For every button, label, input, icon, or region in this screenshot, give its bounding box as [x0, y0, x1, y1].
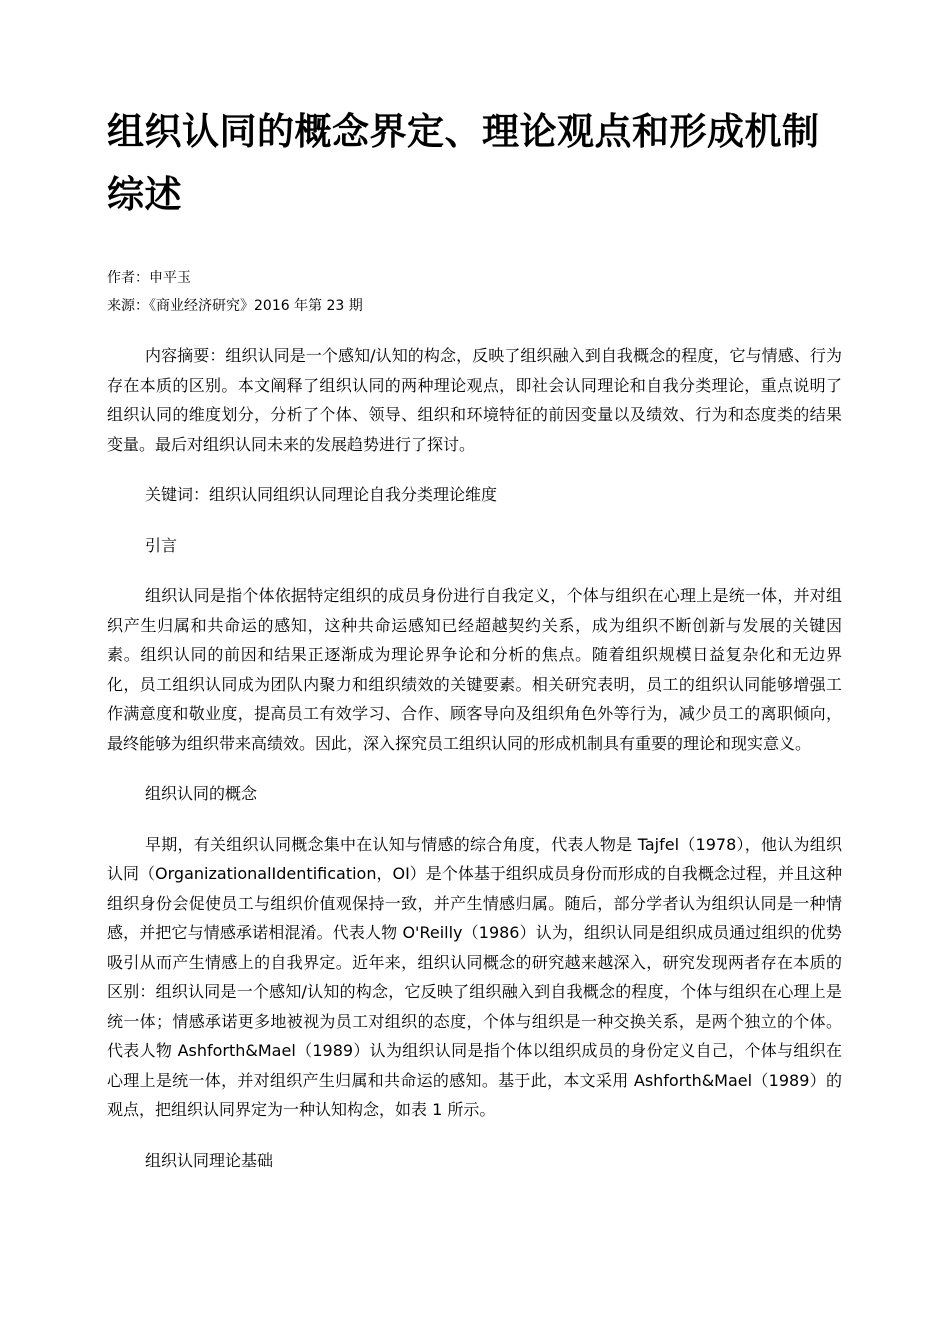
source-line: 来源：《商业经济研究》2016 年第 23 期 [107, 298, 363, 314]
abstract-paragraph: 内容摘要：组织认同是一个感知/认知的构念，反映了组织融入到自我概念的程度，它与情感、行为存在本质的区别。本文阐释了组织认同的两种理论观点，即社会认同理论和自我分类理论，重点说明了组织认同的维度划分，分析了个体、领导、组织和环境特征的前因变量以及绩效、行为和态度类的结果变量。最后对组织认同未来的发展趋势进行了探讨。 [107, 346, 842, 454]
keywords-line: 关键词：组织认同组织认同理论自我分类理论维度 [145, 485, 498, 504]
intro-paragraph: 组织认同是指个体依据特定组织的成员身份进行自我定义，个体与组织在心理上是统一体，并对组织产生归属和共命运的感知，这种共命运感知已经超越契约关系，成为组织不断创新与发展的关键因素。组织认同的前因和结果正逐渐成为理论界争论和分析的焦点。随着组织规模日益复杂化和无边界化，员工组织认同成为团队内聚力和组织绩效的关键要素。相关研究表明，员工的组织认同能够增强工作满意度和敬业度，提高员工有效学习、合作、顾客导向及组织角色外等行为，减少员工的离职倾向，最终能够为组织带来高绩效。因此，深入探究员工组织认同的形成机制具有重要的理论和现实意义。 [107, 586, 842, 753]
intro-heading: 引言 [145, 535, 178, 555]
concept-paragraph: 早期，有关组织认同概念集中在认知与情感的综合角度，代表人物是 Tajfel（1978），他认为组织认同（OrganizationalIdentification，OI）是个体基于组织成员身份而形成的自我概念过程，并且这种组织身份会促使员工与组织价值观保持一致，并产生情感归属。随后，部分学者认为组织认同是一种情感，并把它与情感承诺相混淆。代表人物 O'Reilly（1986）认为，组织认同是组织成员通过组织的优势吸引从而产生情感上的自我界定。近年来，组织认同概念的研究越来越深入，研究发现两者存在本质的区别：组织认同是一个感知/认知的构念，它反映了组织融入到自我概念的程度，个体与组织在心理上是统一体；情感承诺更多地被视为员工对组织的态度，个体与组织是一种交换关系，是两个独立的个体。代表人物 Ashforth&Mael（1989）认为组织认同是指个体以组织成员的身份定义自己，个体与组织在心理上是统一体，并对组织产生归属和共命运的感知。基于此，本文采用 Ashforth&Mael（1989）的观点，把组织认同界定为一种认知构念，如表 1 所示。 [107, 834, 842, 1119]
theory-heading: 组织认同理论基础 [145, 1150, 274, 1170]
concept-heading: 组织认同的概念 [145, 784, 258, 803]
document-page [107, 100, 842, 1175]
article-meta [107, 264, 842, 320]
author-line: 作者：申平玉 [107, 270, 191, 286]
article-title: 组织认同的概念界定、理论观点和形成机制综述 [107, 110, 820, 216]
